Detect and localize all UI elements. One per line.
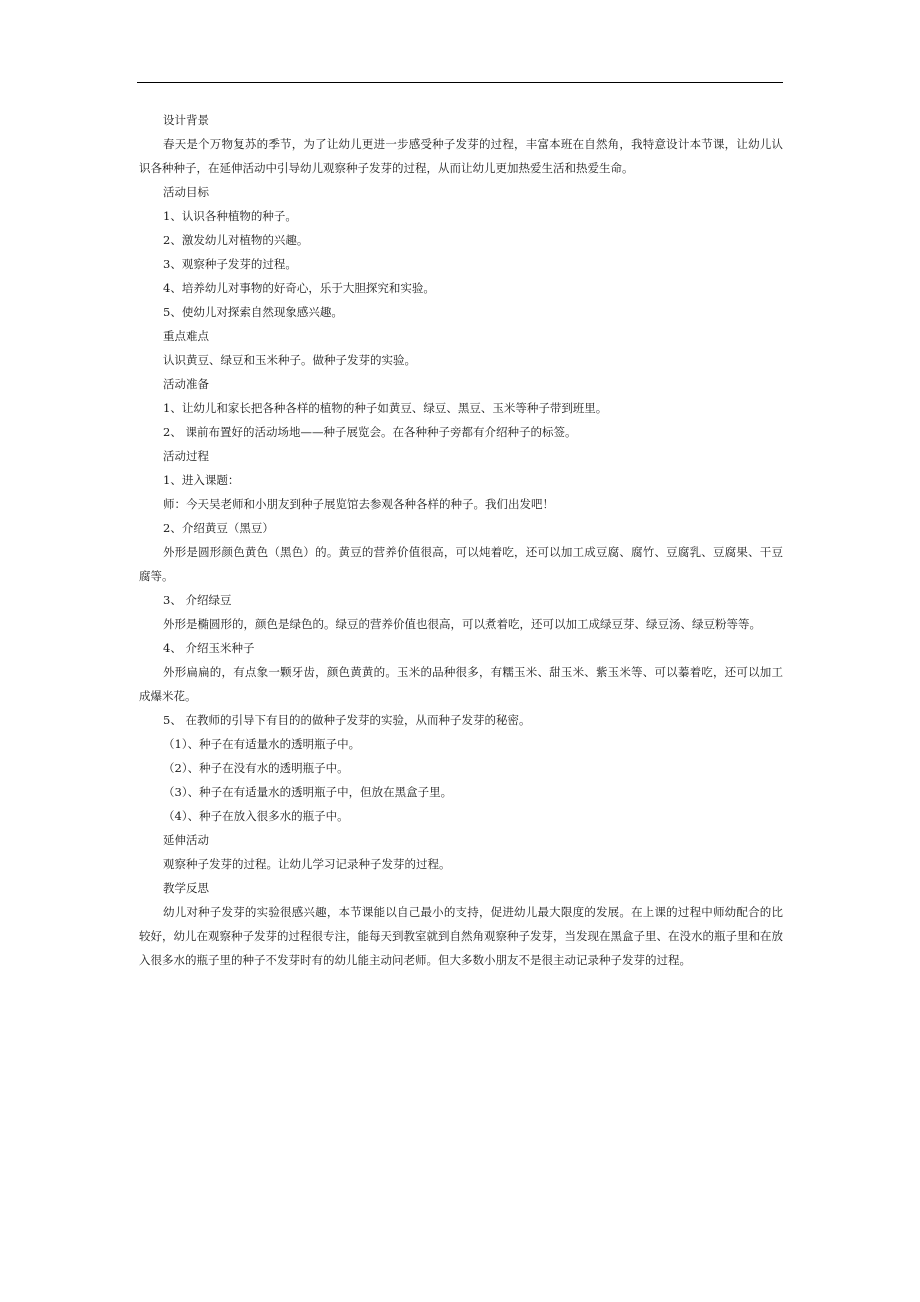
process-step-body: 外形是圆形颜色黄色（黑色）的。黄豆的营养价值很高，可以炖着吃，还可以加工成豆腐、腐竹、豆腐乳、豆腐果、干豆腐等。 <box>139 545 783 583</box>
experiment-item: （3）、种子在有适量水的透明瓶子中，但放在黑盒子里。 <box>163 785 453 799</box>
reflection-paragraph: 幼儿对种子发芽的实验很感兴趣，本节课能以自己最小的支持，促进幼儿最大限度的发展。在上课的过程中师幼配合的比较好，幼儿在观察种子发芽的过程很专注，能每天到教室就到自然角观察种子发芽，当发现在黑盒子里、在没水的瓶子里和在放入很多水的瓶子里的种子不发芽时有的幼儿能主动问老师。但大多数小朋友不是很主动记录种子发芽的过程。 <box>139 905 783 967</box>
experiment-item: （2）、种子在没有水的透明瓶子中。 <box>163 761 349 775</box>
process-step-body: 外形是椭圆形的，颜色是绿色的。绿豆的营养价值也很高，可以煮着吃，还可以加工成绿豆芽、绿豆汤、绿豆粉等等。 <box>163 617 761 631</box>
experiment-item: （1）、种子在有适量水的透明瓶子中。 <box>163 737 361 751</box>
goal-item: 5、使幼儿对探索自然现象感兴趣。 <box>163 305 343 319</box>
key-points-text: 认识黄豆、绿豆和玉米种子。做种子发芽的实验。 <box>163 353 416 367</box>
preparation-item: 1、让幼儿和家长把各种各样的植物的种子如黄豆、绿豆、黑豆、玉米等种子带到班里。 <box>163 401 608 415</box>
section-heading-process: 活动过程 <box>163 449 209 463</box>
goal-item: 1、认识各种植物的种子。 <box>163 209 297 223</box>
header-rule <box>137 82 783 83</box>
process-step-title: 5、 在教师的引导下有目的的做种子发芽的实验，从而种子发芽的秘密。 <box>163 713 531 727</box>
goal-item: 2、激发幼儿对植物的兴趣。 <box>163 233 309 247</box>
process-step-body: 外形扁扁的，有点象一颗牙齿，颜色黄黄的。玉米的品种很多，有糯玉米、甜玉米、紫玉米等、可以蓁着吃，还可以加工成爆米花。 <box>139 665 783 703</box>
extension-text: 观察种子发芽的过程。让幼儿学习记录种子发芽的过程。 <box>163 857 451 871</box>
preparation-item: 2、 课前布置好的活动场地——种子展览会。在各种种子旁都有介绍种子的标签。 <box>163 425 577 439</box>
process-step-title: 4、 介绍玉米种子 <box>163 641 255 655</box>
section-heading-design-background: 设计背景 <box>163 113 209 127</box>
section-heading-goals: 活动目标 <box>163 185 209 199</box>
section-heading-extension: 延伸活动 <box>163 833 209 847</box>
goal-item: 4、培养幼儿对事物的好奇心，乐于大胆探究和实验。 <box>163 281 435 295</box>
process-step-title: 2、介绍黄豆（黑豆） <box>163 521 274 535</box>
section-heading-reflection: 教学反思 <box>163 881 209 895</box>
process-step-body: 师：今天吴老师和小朋友到种子展览馆去参观各种各样的种子。我们出发吧！ <box>163 497 554 511</box>
section-heading-key-points: 重点难点 <box>163 329 209 343</box>
process-step-title: 3、 介绍绿豆 <box>163 593 232 607</box>
design-background-paragraph: 春天是个万物复苏的季节，为了让幼儿更进一步感受种子发芽的过程，丰富本班在自然角，我特意设计本节课，让幼儿认识各种种子，在延伸活动中引导幼儿观察种子发芽的过程，从而让幼儿更加热爱生活和热爱生命。 <box>139 137 783 175</box>
experiment-item: （4）、种子在放入很多水的瓶子中。 <box>163 809 349 823</box>
goal-item: 3、观察种子发芽的过程。 <box>163 257 297 271</box>
section-heading-preparation: 活动准备 <box>163 377 209 391</box>
document-body <box>139 108 783 972</box>
process-step-title: 1、进入课题： <box>163 473 240 487</box>
